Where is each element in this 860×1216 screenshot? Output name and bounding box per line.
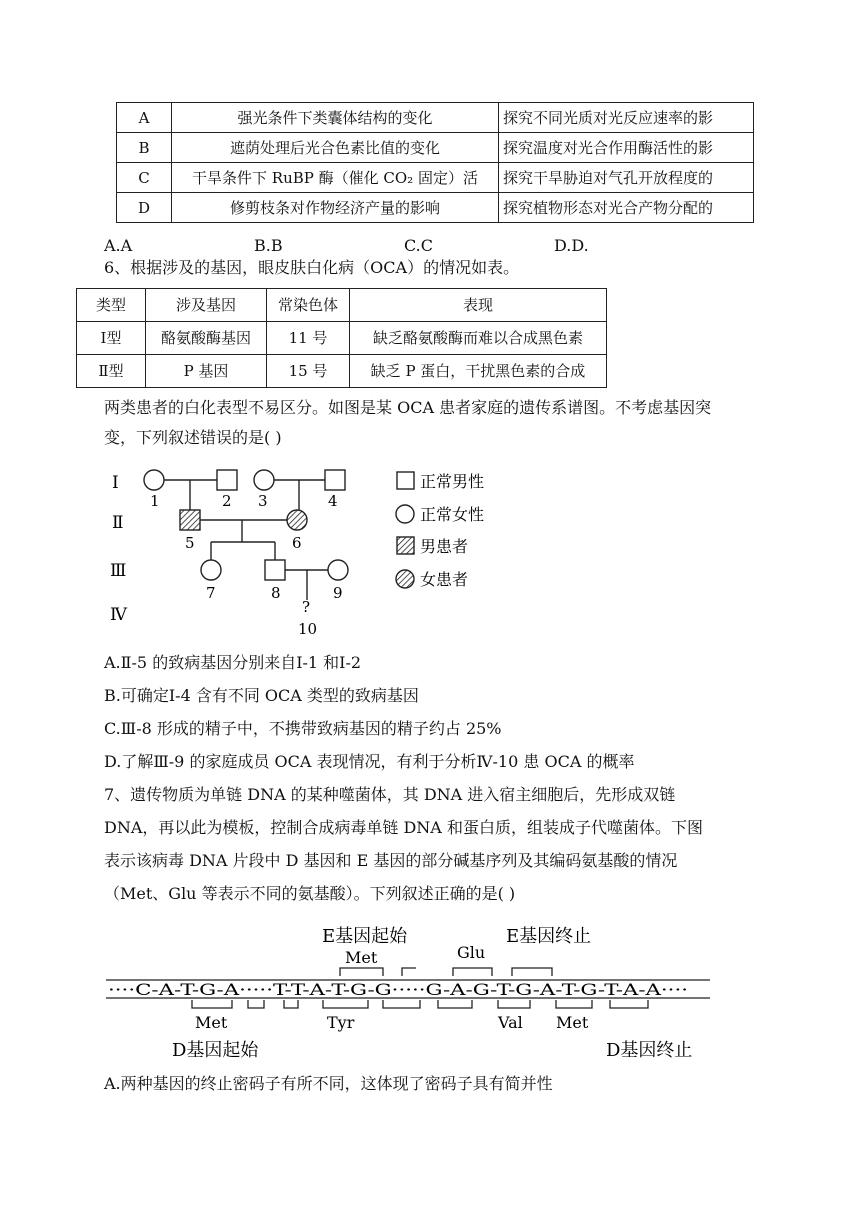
member-3-label: 3 — [258, 492, 268, 510]
q5-table — [116, 102, 754, 223]
member-5-affected-male — [180, 510, 200, 530]
legend-affected-female: 女患者 — [420, 570, 469, 589]
oca-table-header: 常染色体 — [267, 289, 350, 322]
gen-label-3: Ⅲ — [110, 561, 127, 581]
q7-stem-line3: 表示该病毒 DNA 片段中 D 基因和 E 基因的部分碱基序列及其编码氨基酸的情况 — [104, 851, 678, 870]
legend-normal-female-icon — [396, 505, 414, 523]
member-10-label: 10 — [298, 620, 318, 638]
legend-normal-male: 正常男性 — [420, 472, 485, 491]
member-9-female — [328, 560, 348, 580]
member-4-male — [325, 470, 345, 490]
oca-table-cell: Ⅰ型 — [77, 322, 146, 355]
member-8-male — [265, 560, 285, 580]
q7-option-a: A.两种基因的终止密码子有所不同，这体现了密码子具有简并性 — [104, 1074, 553, 1093]
legend-normal-male-icon — [397, 472, 414, 489]
member-9-label: 9 — [333, 584, 343, 602]
member-7-female — [201, 560, 221, 580]
q6-text-line2: 变，下列叙述错误的是( ) — [104, 428, 282, 447]
q5-table-cell: 修剪枝条对作物经济产量的影响 — [172, 193, 499, 223]
top-amino-glu: Glu — [457, 943, 486, 962]
q5-table-cell: 探究温度对光合作用酶活性的影 — [499, 133, 754, 163]
member-4-label: 4 — [328, 492, 338, 510]
gen-label-1: Ⅰ — [112, 473, 119, 493]
member-10-unknown-mark: ? — [302, 598, 311, 616]
q5-option-a: A.A — [104, 236, 133, 255]
q5-table-cell: 强光条件下类囊体结构的变化 — [172, 103, 499, 133]
q5-table-cell: B — [117, 133, 172, 163]
member-1-label: 1 — [150, 492, 160, 510]
bottom-amino-tyr: Tyr — [327, 1013, 355, 1032]
q6-option-d: D.了解Ⅲ-9 的家庭成员 OCA 表现情况，有利于分析Ⅳ-10 患 OCA 的概率 — [104, 752, 635, 771]
oca-table-cell: 缺乏酪氨酸酶而难以合成黑色素 — [350, 322, 607, 355]
oca-table-row — [77, 322, 607, 355]
oca-table-header-row — [77, 289, 607, 322]
q5-table-cell: 遮荫处理后光合色素比值的变化 — [172, 133, 499, 163]
q5-option-b: B.B — [254, 236, 283, 255]
oca-table-header: 涉及基因 — [146, 289, 267, 322]
oca-table-cell: 缺乏 P 蛋白，干扰黑色素的合成 — [350, 355, 607, 388]
q5-table-row — [117, 193, 754, 223]
q5-table-cell: D — [117, 193, 172, 223]
pedigree-chart — [100, 458, 520, 642]
oca-table-cell: Ⅱ型 — [77, 355, 146, 388]
dna-sequence: ····C-A-T-G-A·····T-T-A-T-G-G·····G-A-G-T-G-A-T-G-T-A-A···· — [108, 980, 688, 999]
q5-table-row — [117, 163, 754, 193]
top-amino-met: Met — [345, 948, 378, 967]
q7-stem-line4: （Met、Glu 等表示不同的氨基酸）。下列叙述正确的是( ) — [104, 884, 516, 903]
bottom-amino-met-1: Met — [195, 1013, 228, 1032]
q5-table-cell: 探究干旱胁迫对气孔开放程度的 — [499, 163, 754, 193]
q6-option-b: B.可确定Ⅰ-4 含有不同 OCA 类型的致病基因 — [104, 686, 419, 705]
member-2-label: 2 — [222, 492, 232, 510]
q5-table-row — [117, 133, 754, 163]
oca-table-header: 表现 — [350, 289, 607, 322]
member-7-label: 7 — [206, 584, 216, 602]
q5-table-cell: A — [117, 103, 172, 133]
gen-label-2: Ⅱ — [112, 513, 124, 533]
legend-affected-female-icon — [396, 570, 414, 588]
q5-table-cell: 干旱条件下 RuBP 酶（催化 CO₂ 固定）活 — [172, 163, 499, 193]
dna-sequence-diagram — [100, 918, 720, 1064]
q6-stem: 6、根据涉及的基因，眼皮肤白化病（OCA）的情况如表。 — [104, 258, 520, 277]
oca-table-cell: 酪氨酸酶基因 — [146, 322, 267, 355]
member-5-label: 5 — [185, 534, 195, 552]
q6-option-a: A.Ⅱ-5 的致病基因分别来自Ⅰ-1 和Ⅰ-2 — [104, 653, 362, 672]
member-8-label: 8 — [271, 584, 281, 602]
member-6-affected-female — [287, 510, 307, 530]
oca-table-cell: 11 号 — [267, 322, 350, 355]
bottom-amino-met-2: Met — [556, 1013, 589, 1032]
e-gene-end-label: E基因终止 — [506, 926, 592, 947]
q7-stem-line2: DNA，再以此为模板，控制合成病毒单链 DNA 和蛋白质，组装成子代噬菌体。下图 — [104, 818, 703, 837]
member-3-female — [254, 470, 274, 490]
q5-table-cell: 探究植物形态对光合产物分配的 — [499, 193, 754, 223]
q6-text-line1: 两类患者的白化表型不易区分。如图是某 OCA 患者家庭的遗传系谱图。不考虑基因突 — [104, 398, 712, 417]
q5-option-d: D.D. — [554, 236, 589, 255]
q5-table-cell: 探究不同光质对光反应速率的影 — [499, 103, 754, 133]
legend-affected-male: 男患者 — [420, 537, 469, 556]
q5-option-c: C.C — [404, 236, 433, 255]
oca-table-cell: P 基因 — [146, 355, 267, 388]
oca-table-header: 类型 — [77, 289, 146, 322]
q5-table-row — [117, 103, 754, 133]
member-2-male — [217, 470, 237, 490]
legend-normal-female: 正常女性 — [420, 505, 485, 524]
d-gene-end-label: D基因终止 — [606, 1040, 693, 1061]
oca-table-row — [77, 355, 607, 388]
q7-stem-line1: 7、遗传物质为单链 DNA 的某种噬菌体，其 DNA 进入宿主细胞后，先形成双链 — [104, 785, 676, 804]
oca-table-cell: 15 号 — [267, 355, 350, 388]
legend-affected-male-icon — [397, 537, 414, 554]
oca-table — [76, 288, 607, 388]
member-1-female — [144, 470, 164, 490]
bottom-amino-val: Val — [498, 1013, 523, 1032]
member-6-label: 6 — [292, 534, 302, 552]
q5-table-cell: C — [117, 163, 172, 193]
q6-option-c: C.Ⅲ-8 形成的精子中，不携带致病基因的精子约占 25% — [104, 719, 502, 738]
e-gene-start-label: E基因起始 — [322, 926, 408, 947]
gen-label-4: Ⅳ — [110, 605, 127, 625]
d-gene-start-label: D基因起始 — [172, 1040, 259, 1061]
